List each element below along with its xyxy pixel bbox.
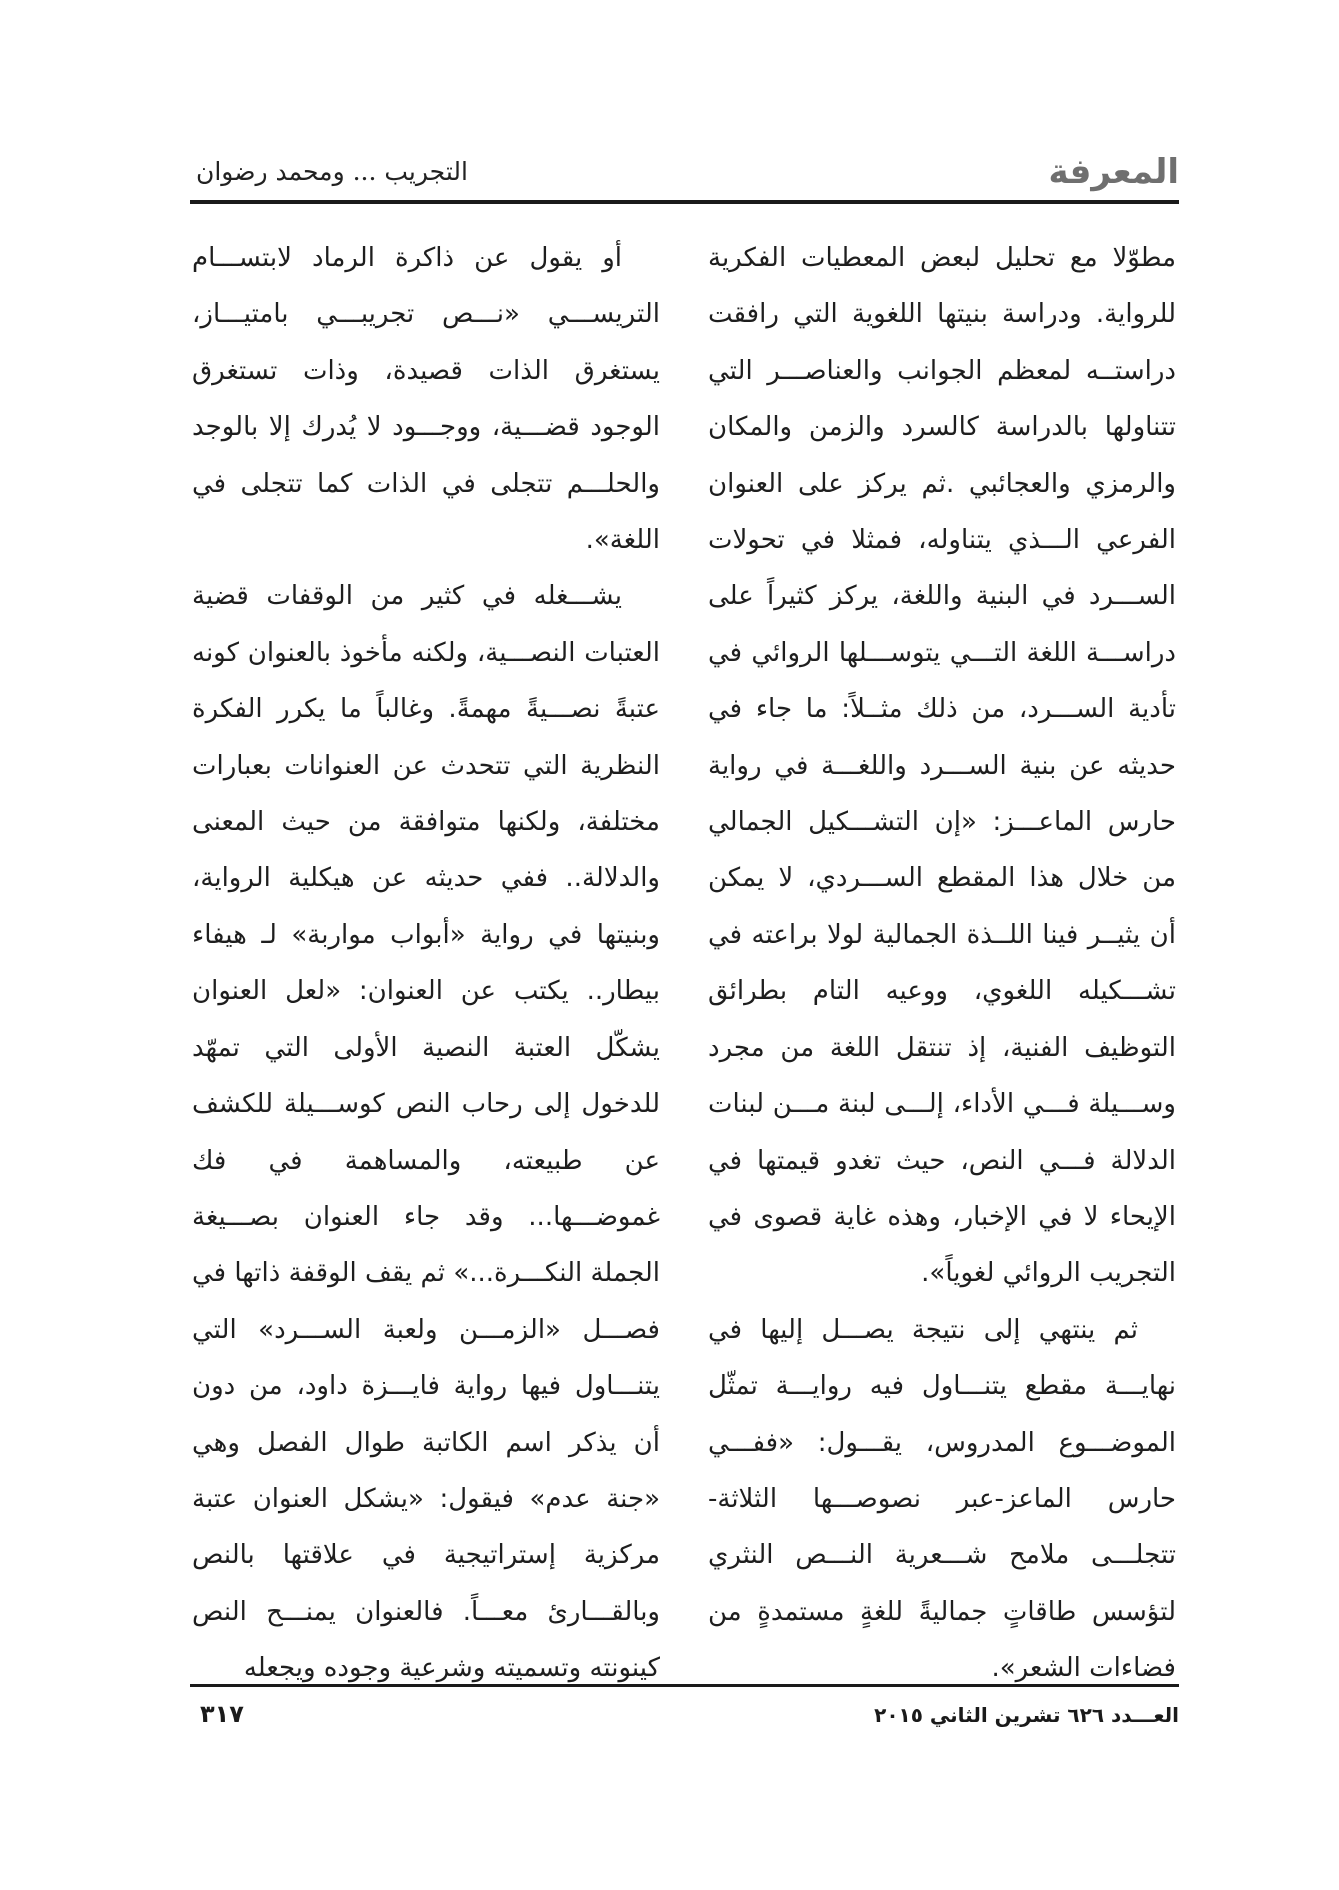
- paragraph: أو يقول عن ذاكرة الرماد لابتســـام التريســـي «نـــص تجريبـــي بامتيـــاز، يستغرق الذات قصيدة، وذات تستغرق الوجود قضـــية، ووجـــود لا يُدرك إلا بالوجد والحلـــم تتجلى في الذات كما تتجلى في اللغة».: [192, 243, 660, 556]
- footer-rule: [190, 1684, 1179, 1687]
- paragraph: مطوّلا مع تحليل لبعض المعطيات الفكرية للرواية. ودراسة بنيتها اللغوية التي رافقت دراستــه لمعظم الجوانب والعناصـــر التي تتناولها بالدراسة كالسرد والزمن والمكان والرمزي والعجائبي .ثم يركز على العنوان الفرعي الـــذي يتناوله، فمثلا في تحولات الســـرد في البنية واللغة، يركز كثيراً على دراســـة اللغة التـــي يتوســـلها الروائي في تأدية الســـرد، من ذلك مثــلاً: ما جاء في حديثه عن بنية الســـرد واللغـــة في رواية حارس الماعـــز: «إن التشـــكيل الجمالي من خلال هذا المقطع الســـردي، لا يمكن أن يثيــر فينا اللــذة الجمالية لولا براعته في تشـــكيله اللغوي، ووعيه التام بطرائق التوظيف الفنية، إذ تنتقل اللغة من مجرد وســـيلة فـــي الأداء، إلـــى لبنة مـــن لبنات الدلالة فـــي النص، حيث تغدو قيمتها في الإيحاء لا في الإخبار، وهذه غاية قصوى في التجريب الروائي لغوياً».: [708, 243, 1176, 1289]
- header-rule: [190, 200, 1179, 204]
- paragraph: يشـــغله في كثير من الوقفات قضية العتبات النصـــية، ولكنه مأخوذ بالعنوان كونه عتبةً نصـــيةً مهمةً. وغالباً ما يكرر الفكرة النظرية التي تتحدث عن العنوانات بعبارات مختلفة، ولكنها متوافقة من حيث المعنى والدلالة.. ففي حديثه عن هيكلية الرواية، وبنيتها في رواية «أبواب مواربة» لـ هيفاء بيطار.. يكتب عن العنوان: «لعل العنوان يشكّل العتبة النصية الأولى التي تمهّد للدخول إلى رحاب النص كوســـيلة للكشف عن طبيعته، والمساهمة في فك غموضـــها... وقد جاء العنوان بصـــيغة الجملة النكـــرة...» ثم يقف الوقفة ذاتها في فصـــل «الزمـــن ولعبة الســـرد» التي يتنـــاول فيها رواية فايـــزة داود، من دون أن يذكر اسم الكاتبة طوال الفصل وهي «جنة عدم» فيقول: «يشكل العنوان عتبة مركزية إستراتيجية في علاقتها بالنص وبالقـــارئ معـــاً. فالعنوان يمنـــح النص كينونته وتسميته وشرعية وجوده ويجعله: [192, 581, 660, 1684]
- issue-info: العـــدد ٦٢٦ تشرين الثاني ٢٠١٥: [874, 1703, 1179, 1727]
- page-header: [190, 150, 1179, 198]
- paragraph: ثم ينتهي إلى نتيجة يصـــل إليها في نهايـــة مقطع يتنـــاول فيه روايـــة تمثّل الموضـــوع المدروس، يقـــول: «ففـــي حارس الماعز-عبر نصوصـــها الثلاثة- تتجلـــى ملامح شـــعرية النـــص النثري لتؤسس طاقاتٍ جماليةً للغةٍ مستمدةٍ من فضاءات الشعر».: [708, 1314, 1176, 1684]
- page-number: ٣١٧: [200, 1700, 244, 1728]
- magazine-logo: المعرفة: [1048, 152, 1179, 192]
- left-column: [192, 230, 660, 1697]
- running-title: التجريب ... ومحمد رضوان: [196, 157, 468, 186]
- right-column: [708, 230, 1176, 1697]
